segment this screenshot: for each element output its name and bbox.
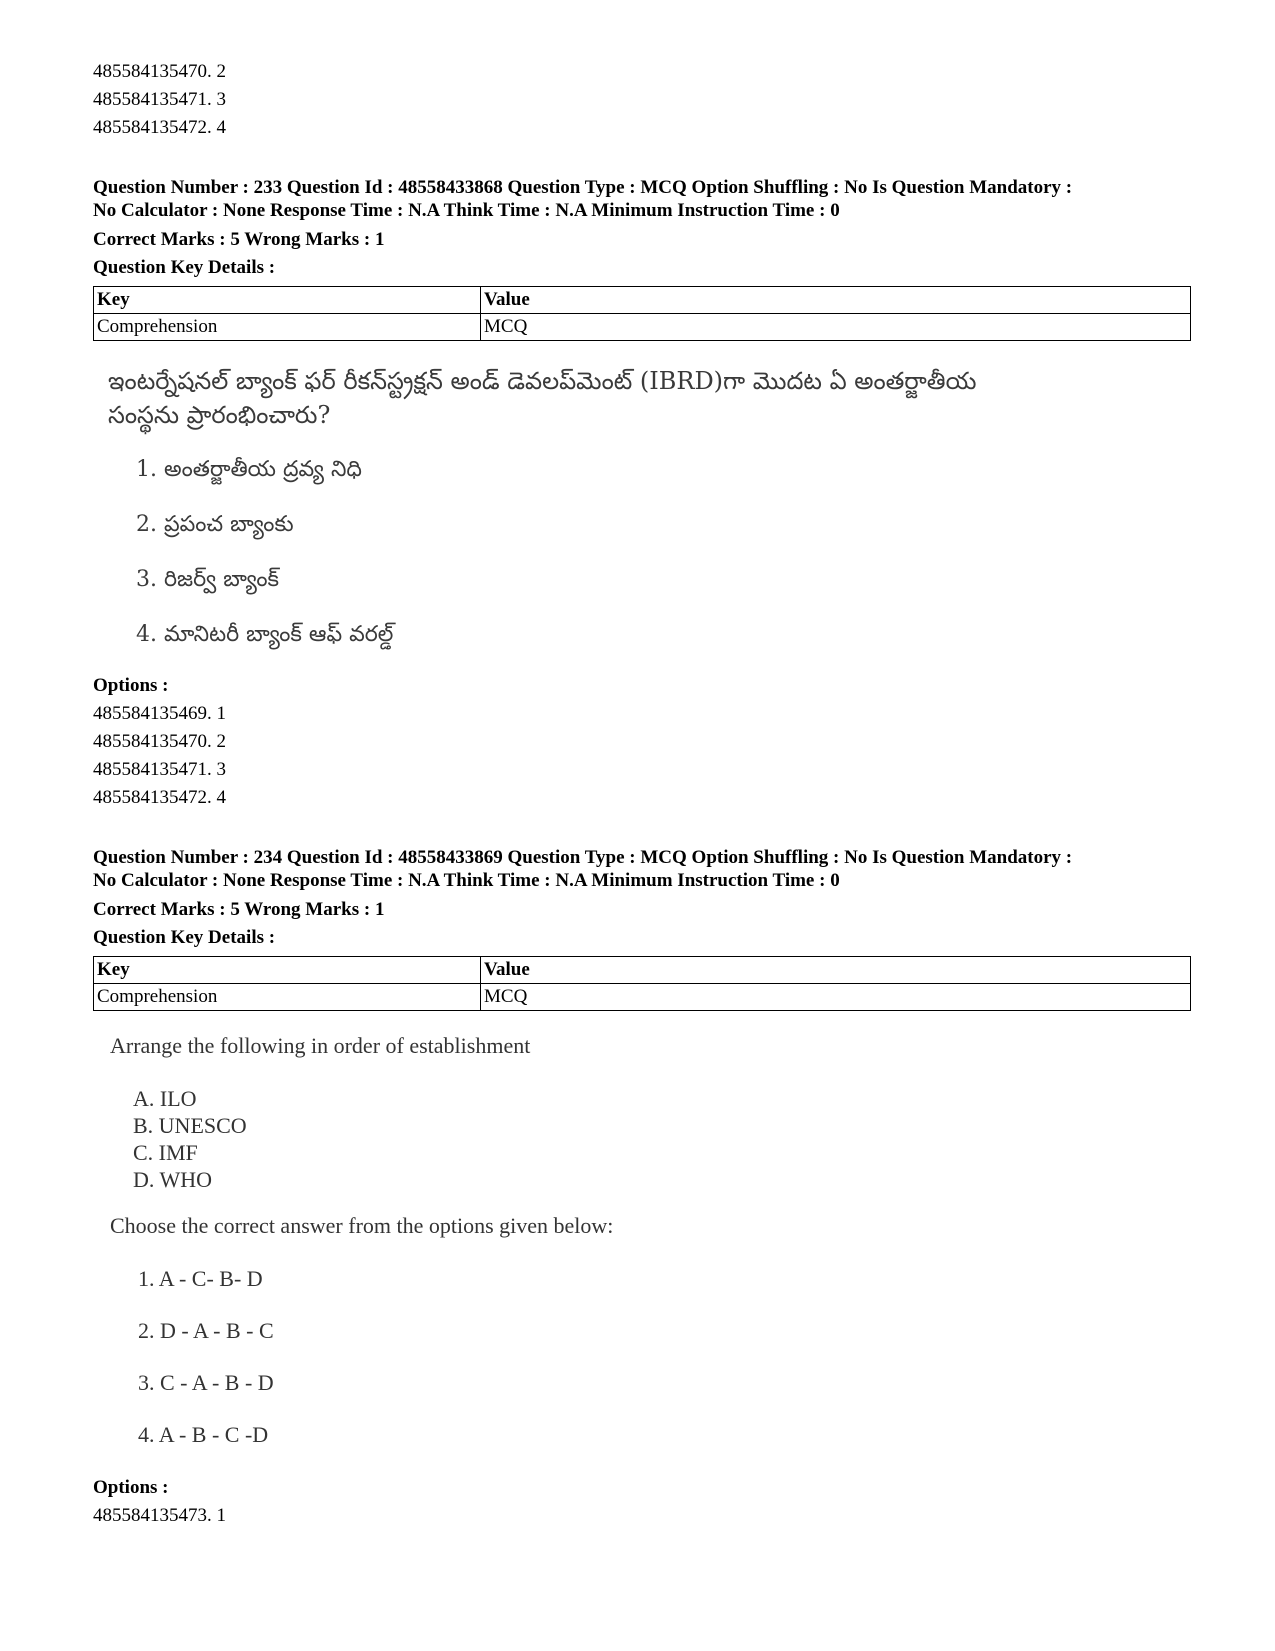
- question-line: ఇంటర్నేషనల్ బ్యాంక్ ఫర్ రీకన్‌స్ట్రక్షన్ అండ్ డెవలప్‌మెంట్ (IBRD)గా మొదట ఏ అంతర్జాతీయ: [108, 367, 977, 395]
- option-line: 485584135473. 1: [93, 1505, 226, 1526]
- key-details-label-234: Question Key Details :: [93, 927, 276, 948]
- item-a: A. ILO: [133, 1086, 197, 1111]
- table-header-value: Value: [481, 287, 1191, 314]
- meta-line: Question Number : 233 Question Id : 48558433868 Question Type : MCQ Option Shuffling : No Is Question Mandatory :: [93, 177, 1073, 198]
- table-cell-value: MCQ: [481, 314, 1191, 341]
- option-line: 485584135469. 1: [93, 703, 226, 724]
- option-line: 485584135472. 4: [93, 117, 226, 138]
- option-line: 485584135471. 3: [93, 759, 226, 780]
- meta-line: No Calculator : None Response Time : N.A Think Time : N.A Minimum Instruction Time : 0: [93, 870, 840, 891]
- instruction-234: Choose the correct answer from the options given below:: [110, 1213, 614, 1238]
- table-row: [94, 314, 1191, 341]
- table-header-row: [94, 957, 1191, 984]
- options-label-233: Options :: [93, 675, 169, 696]
- key-details-table-234: [93, 956, 1191, 1011]
- table-header-row: [94, 287, 1191, 314]
- question-meta-233: [93, 176, 1193, 222]
- key-details-table-233: [93, 286, 1191, 341]
- table-header-key: Key: [94, 287, 481, 314]
- meta-line: Question Number : 234 Question Id : 48558433869 Question Type : MCQ Option Shuffling : No Is Question Mandatory :: [93, 847, 1073, 868]
- item-b: B. UNESCO: [133, 1113, 247, 1138]
- choice-1-234: 1. A - C- B- D: [138, 1266, 263, 1291]
- marks-233: Correct Marks : 5 Wrong Marks : 1: [93, 229, 385, 250]
- table-cell-key: Comprehension: [94, 984, 481, 1011]
- choice-3-234: 3. C - A - B - D: [138, 1370, 274, 1395]
- key-details-label-233: Question Key Details :: [93, 257, 276, 278]
- question-line: సంస్థను ప్రారంభించారు?: [108, 401, 331, 429]
- question-prompt-234: Arrange the following in order of establishment: [110, 1033, 531, 1058]
- table-row: [94, 984, 1191, 1011]
- question-meta-234: [93, 846, 1193, 892]
- choice-2-234: 2. D - A - B - C: [138, 1318, 274, 1343]
- meta-line: No Calculator : None Response Time : N.A Think Time : N.A Minimum Instruction Time : 0: [93, 200, 840, 221]
- option-line: 485584135470. 2: [93, 61, 226, 82]
- table-cell-key: Comprehension: [94, 314, 481, 341]
- choice-1-233: 1. అంతర్జాతీయ ద్రవ్య నిధి: [136, 457, 362, 482]
- choice-4-234: 4. A - B - C -D: [138, 1422, 269, 1447]
- item-d: D. WHO: [133, 1167, 213, 1192]
- option-line: 485584135472. 4: [93, 787, 226, 808]
- item-c: C. IMF: [133, 1140, 198, 1165]
- choice-2-233: 2. ప్రపంచ బ్యాంకు: [136, 512, 294, 537]
- question-text-233: [108, 364, 1108, 432]
- options-label-234: Options :: [93, 1477, 169, 1498]
- table-header-key: Key: [94, 957, 481, 984]
- table-header-value: Value: [481, 957, 1191, 984]
- marks-234: Correct Marks : 5 Wrong Marks : 1: [93, 899, 385, 920]
- table-cell-value: MCQ: [481, 984, 1191, 1011]
- option-line: 485584135470. 2: [93, 731, 226, 752]
- option-line: 485584135471. 3: [93, 89, 226, 110]
- choice-4-233: 4. మానిటరీ బ్యాంక్ ఆఫ్ వరల్డ్: [136, 622, 394, 647]
- choice-3-233: 3. రిజర్వ్ బ్యాంక్: [136, 567, 280, 592]
